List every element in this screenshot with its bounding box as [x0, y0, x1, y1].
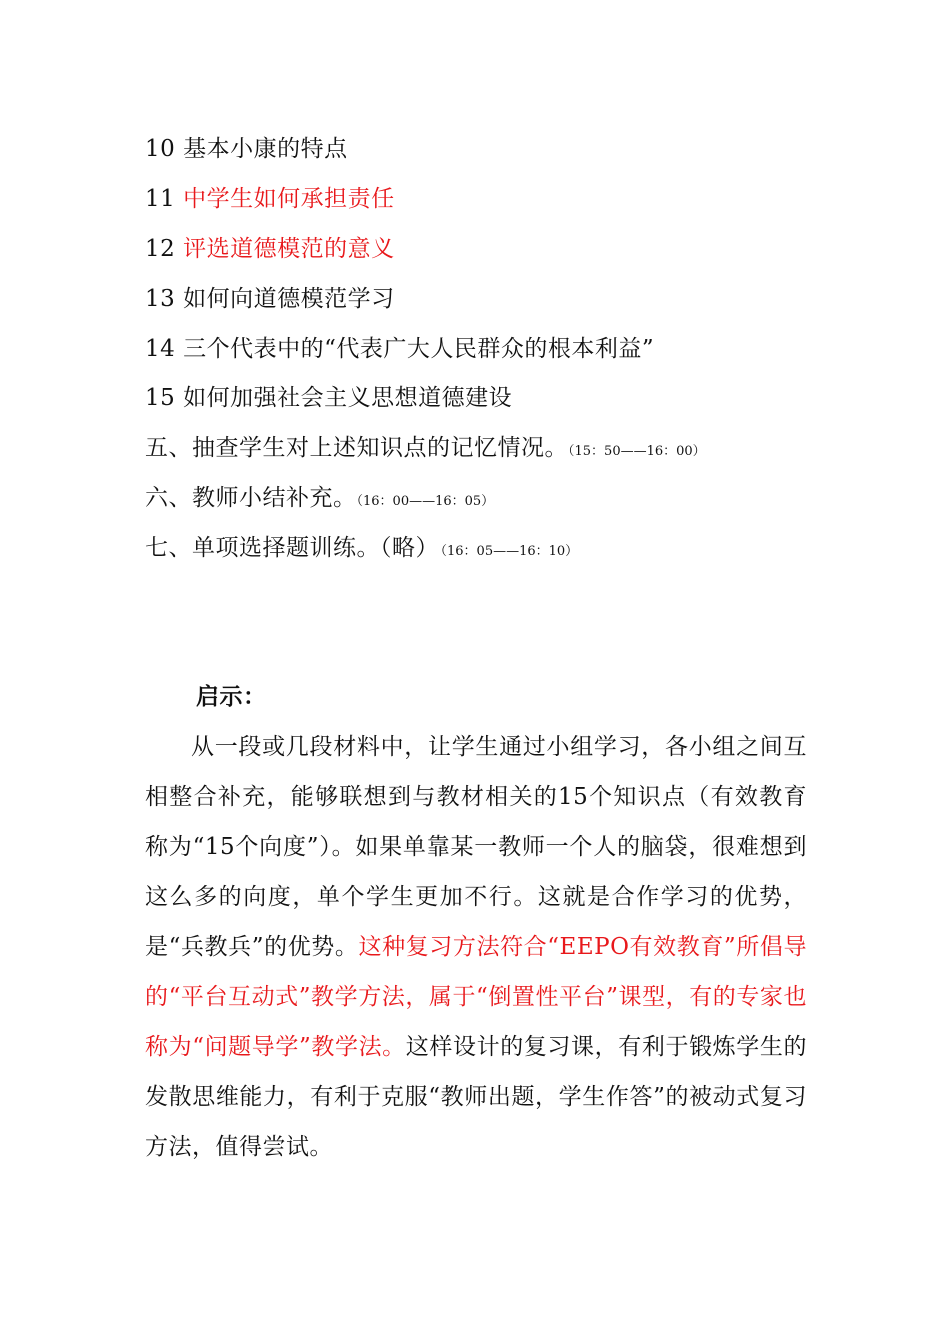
list-item — [145, 234, 395, 264]
list-item — [145, 284, 395, 314]
list-item-number: 15 — [145, 385, 176, 411]
step-text: 六、教师小结补充。 — [145, 485, 357, 511]
step-time: （16：05——16：10） — [427, 544, 579, 559]
step-item — [145, 483, 494, 517]
list-item-text: 如何加强社会主义思想道德建设 — [183, 385, 513, 411]
list-item-number: 11 — [145, 186, 176, 212]
insight-text: 这样设计的复习课，有利于锻炼学生的发散思维能力，有利于克服“教师出题，学生作答”的被动式复习方法，值得尝试。 — [145, 1034, 807, 1160]
list-item — [145, 134, 348, 164]
list-item-text: 如何向道德模范学习 — [183, 286, 395, 312]
list-item-text: 基本小康的特点 — [183, 136, 348, 162]
step-item — [145, 433, 706, 467]
step-text: 七、单项选择题训练。（略） — [145, 535, 428, 561]
list-item-number: 14 — [145, 336, 176, 362]
insight-paragraph — [145, 722, 807, 1172]
step-time: （16：00——16：05） — [356, 494, 495, 509]
insight-heading: 启示： — [196, 683, 267, 710]
list-item — [145, 184, 395, 214]
list-item-number: 13 — [145, 286, 176, 312]
list-item-text: 中学生如何承担责任 — [183, 186, 395, 212]
list-item — [145, 334, 654, 364]
insight-text: 从一段或几段材料中，让学生通过小组学习，各小组之间互相整合补充，能够联想到与教材相关的15个知识点（有效教育称为“15个向度”）。如果单靠某一教师一个人的脑袋，很难想到这么多的向度，单个学生更加不行。这就是合作学习的优势，是“兵教兵”的优势。 — [145, 734, 807, 960]
list-item-number: 10 — [145, 136, 176, 162]
list-item-number: 12 — [145, 236, 176, 262]
list-item-text: 三个代表中的“代表广大人民群众的根本利益” — [183, 336, 655, 362]
list-item-text: 评选道德模范的意义 — [183, 236, 395, 262]
step-time: （15：50——16：00） — [568, 444, 706, 459]
step-text: 五、抽查学生对上述知识点的记忆情况。 — [145, 435, 568, 461]
insight-highlight: 这种复习方法符合“EEPO有效教育”所倡导的“平台互动式”教学方法，属于“倒置性平台”课型，有的专家也称为“问题导学”教学法。 — [145, 934, 807, 1060]
step-item — [145, 533, 578, 567]
list-item — [145, 383, 512, 413]
